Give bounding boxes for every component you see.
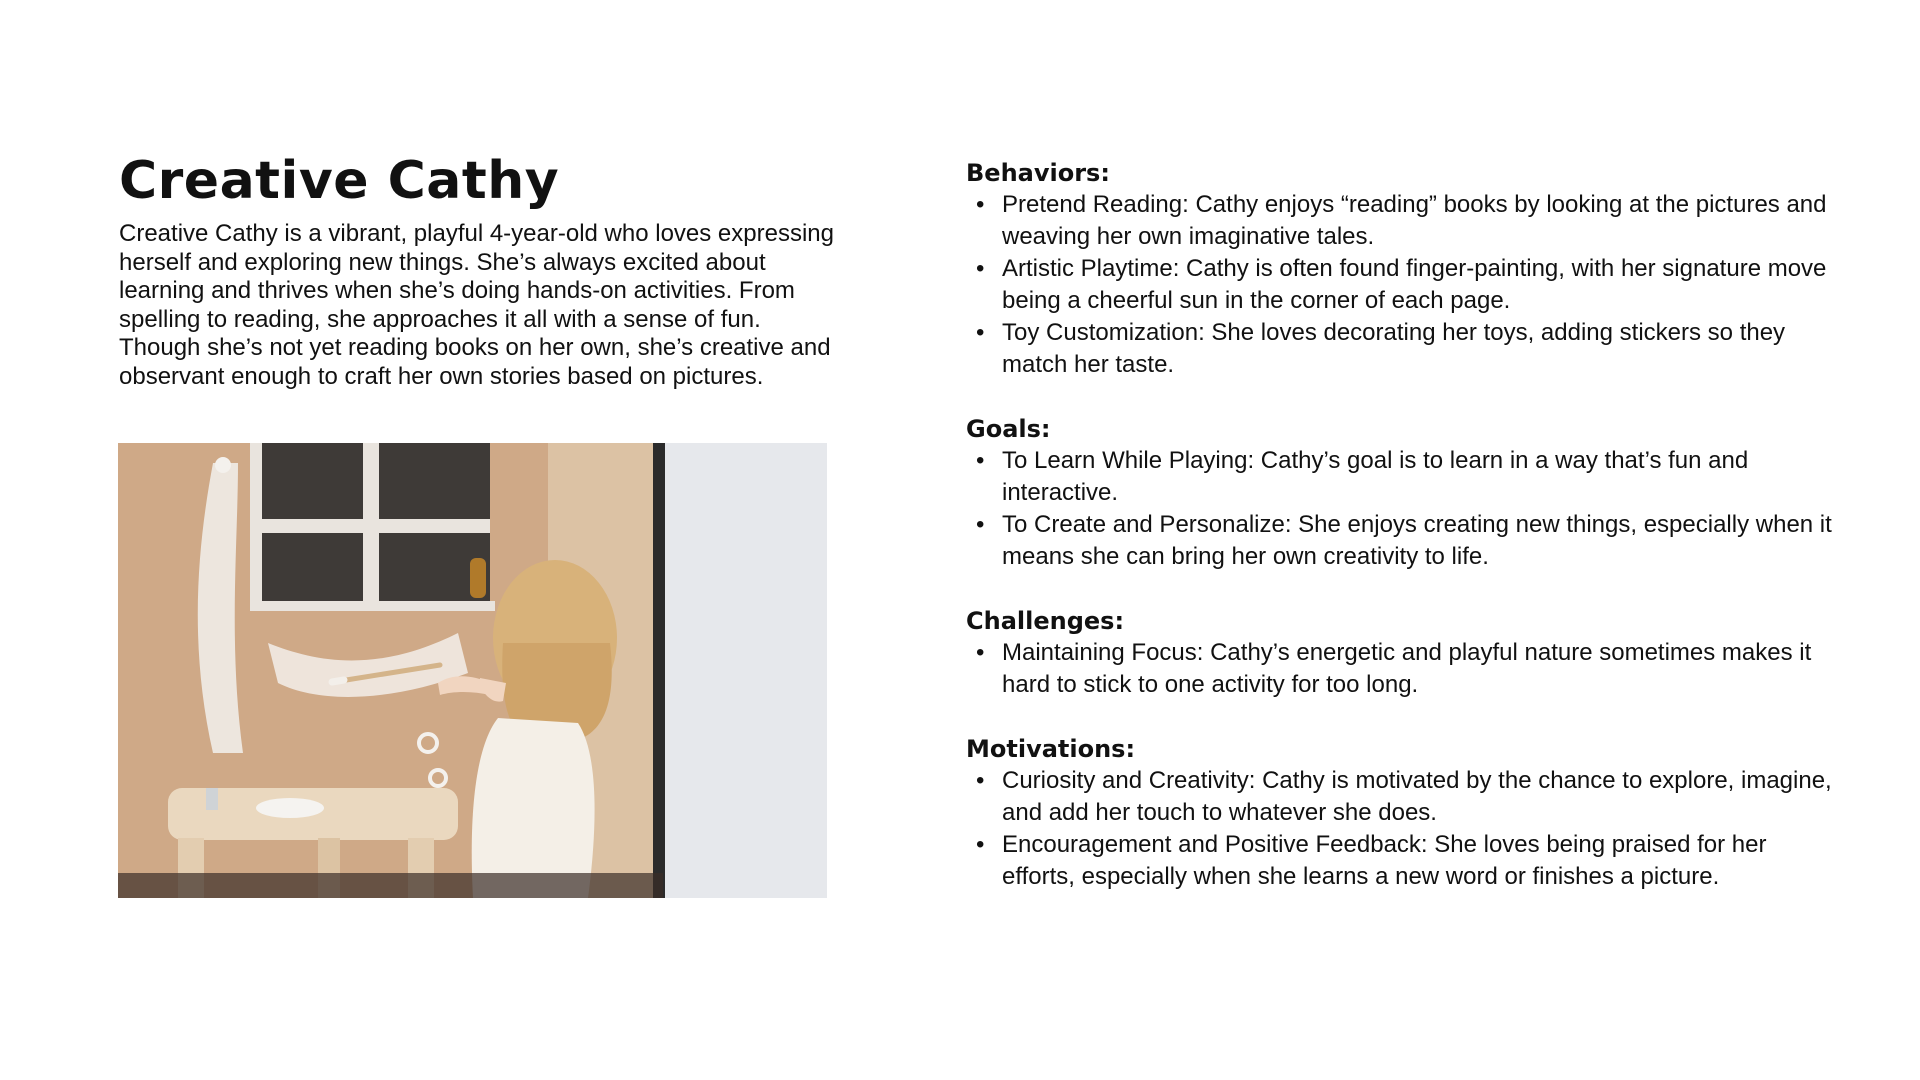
challenges-heading: Challenges: [966, 607, 1125, 635]
motivations-list [966, 765, 1846, 893]
motivations-section [966, 733, 1846, 893]
goals-section [966, 413, 1846, 573]
behaviors-heading: Behaviors: [966, 159, 1110, 187]
behaviors-list [966, 189, 1846, 381]
persona-summary [119, 150, 839, 391]
list-item: • To Create and Personalize: She enjoys creating new things, especially when it means she can bring her own creativity to life. [1002, 509, 1846, 573]
list-item: • Curiosity and Creativity: Cathy is motivated by the chance to explore, imagine, and add her touch to whatever she does. [1002, 765, 1846, 829]
motivations-heading: Motivations: [966, 735, 1136, 763]
persona-description: Creative Cathy is a vibrant, playful 4-year-old who loves expressing herself and exploring new things. She’s always excited about learning and thrives when she’s doing hands-on activities. From spelling to reading, she approaches it all with a sense of fun. Though she’s not yet reading books on her own, she’s creative and observant enough to craft her own stories based on pictures. [119, 220, 834, 390]
goals-heading: Goals: [966, 415, 1051, 443]
list-item: • Maintaining Focus: Cathy’s energetic and playful nature sometimes makes it hard to stick to one activity for too long. [1002, 637, 1846, 701]
list-item: • Artistic Playtime: Cathy is often found finger-painting, with her signature move being a cheerful sun in the corner of each page. [1002, 253, 1846, 317]
list-item: • Toy Customization: She loves decorating her toys, adding stickers so they match her taste. [1002, 317, 1846, 381]
behaviors-section [966, 157, 1846, 381]
child-painting-photo [118, 443, 827, 898]
list-item: • Encouragement and Positive Feedback: She loves being praised for her efforts, especially when she learns a new word or finishes a picture. [1002, 829, 1846, 893]
challenges-list [966, 637, 1846, 701]
list-item: • Pretend Reading: Cathy enjoys “reading” books by looking at the pictures and weaving her own imaginative tales. [1002, 189, 1846, 253]
goals-list [966, 445, 1846, 573]
list-item: • To Learn While Playing: Cathy’s goal is to learn in a way that’s fun and interactive. [1002, 445, 1846, 509]
challenges-section [966, 605, 1846, 701]
persona-title: Creative Cathy [119, 151, 560, 211]
persona-details [966, 157, 1846, 925]
